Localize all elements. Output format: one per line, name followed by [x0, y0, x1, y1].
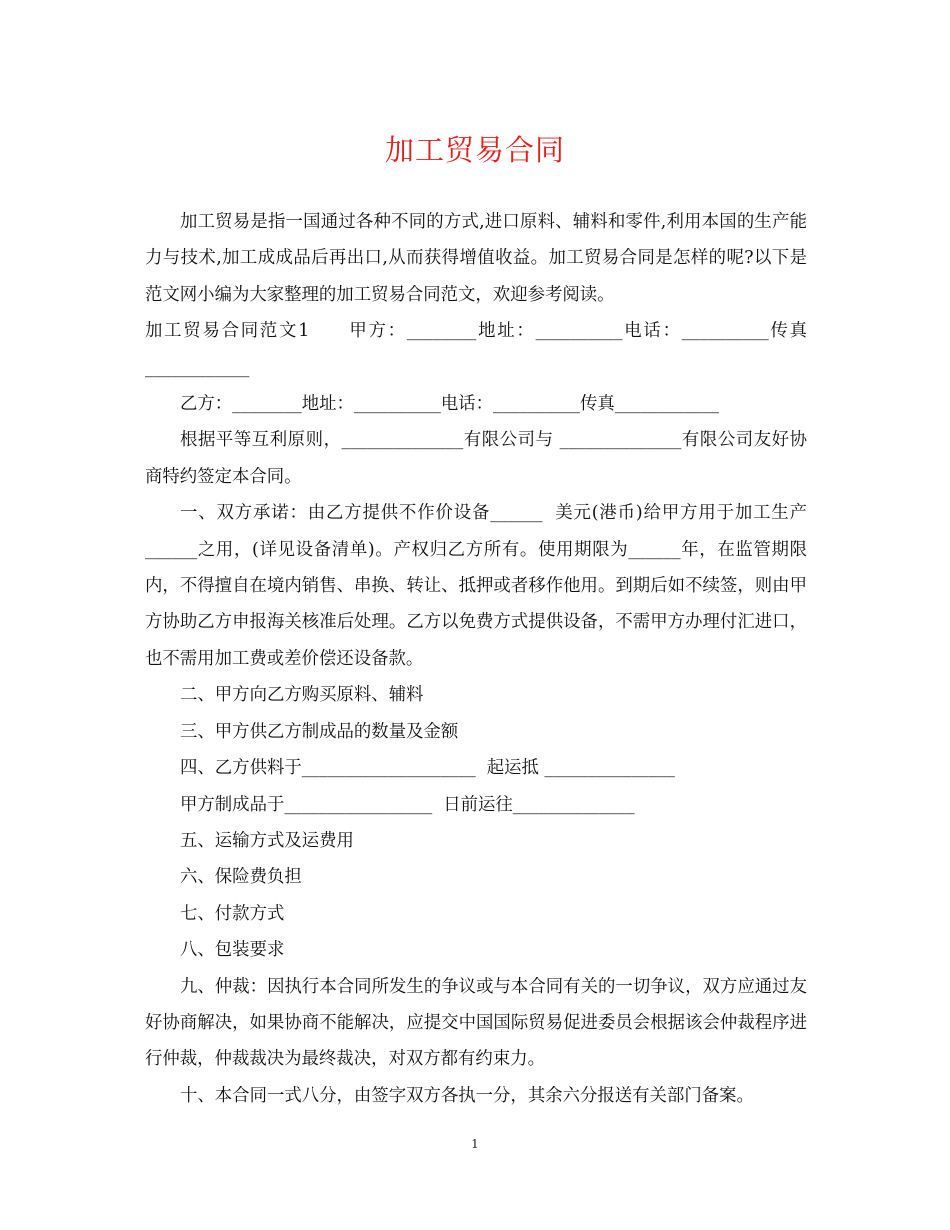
paragraph: 四、乙方供料于____________________ 起运抵 _______________ [180, 758, 675, 779]
document-title: 加工贸易合同 [384, 133, 565, 167]
paragraph: 九、仲裁：因执行本合同所发生的争议或与本合同有关的一切争议，双方应通过友好协商解决，如果协商不能解决，应提交中国国际贸易促进委员会根据该会仲裁程序进行仲裁，仲裁裁决为最终裁决，对双方都有约束力。 [145, 976, 807, 1070]
paragraph: 甲方制成品于_________________ 日前运往______________ [180, 794, 635, 815]
paragraph: 二、甲方向乙方购买原料、辅料 [180, 685, 424, 706]
paragraph: 十、本合同一式八分，由签字双方各执一分，其余六分报送有关部门备案。 [180, 1085, 754, 1106]
paragraph: 根据平等互利原则，______________有限公司与 ______________有限公司友好协商特约签定本合同。 [145, 430, 807, 487]
paragraph: 七、付款方式 [180, 903, 285, 924]
paragraph: 加工贸易是指一国通过各种不同的方式,进口原料、辅料和零件,利用本国的生产能力与技术,加工成成品后再出口,从而获得增值收益。加工贸易合同是怎样的呢?以下是范文网小编为大家整理的加工贸易合同范文，欢迎参考阅读。 [145, 212, 807, 305]
paragraph: 乙方：________地址：__________电话：__________传真____________ [180, 394, 720, 415]
document-body [145, 204, 807, 1114]
paragraph: 加工贸易合同范文1 甲方：________地址：__________电话：__________传真____________ [145, 321, 807, 378]
paragraph: 六、保险费负担 [180, 867, 302, 888]
paragraph: 三、甲方供乙方制成品的数量及金额 [180, 721, 459, 742]
paragraph: 八、包装要求 [180, 940, 285, 961]
paragraph: 一、双方承诺：由乙方提供不作价设备______ 美元(港币)给甲方用于加工生产______之用，(详见设备清单)。产权归乙方所有。使用期限为______年，在监管期限内，不得擅自在境内销售、串换、转让、抵押或者移作他用。到期后如不续签，则由甲方协助乙方申报海关核准后处理。乙方以免费方式提供设备，不需甲方办理付汇进口，也不需用加工费或差价偿还设备款。 [145, 503, 807, 669]
paragraph: 五、运输方式及运费用 [180, 830, 354, 851]
page-number: 1 [471, 1137, 479, 1151]
